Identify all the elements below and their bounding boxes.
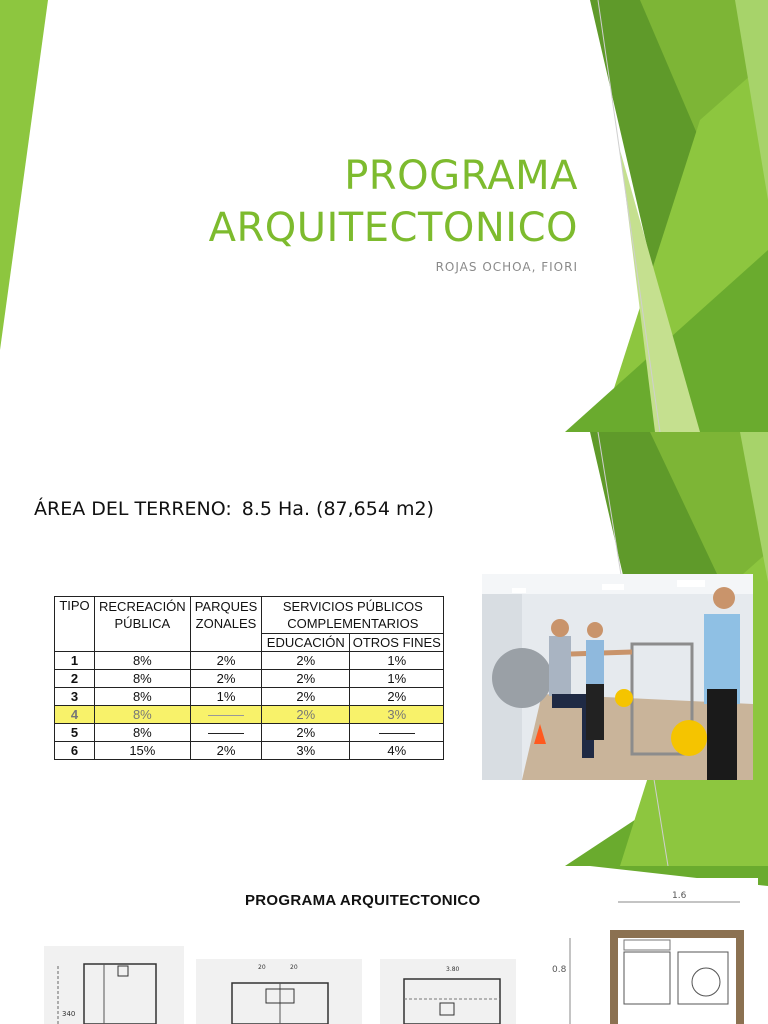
table-row <box>55 670 444 688</box>
cell-recreacion: 8% <box>95 706 191 724</box>
cell-otros: 4% <box>350 742 444 760</box>
cell-otros: 1% <box>350 670 444 688</box>
cell-recreacion: 8% <box>95 652 191 670</box>
plans-slide <box>0 866 768 1024</box>
area-label: ÁREA DEL TERRENO: <box>34 498 232 520</box>
cell-recreacion: 8% <box>95 670 191 688</box>
slide-title <box>209 150 578 254</box>
cell-recreacion: 8% <box>95 724 191 742</box>
header-educacion: EDUCACIÓN <box>262 634 350 652</box>
header-otros: OTROS FINES <box>350 634 444 652</box>
table-row <box>55 742 444 760</box>
plan2-dimension-a: 20 <box>258 964 266 971</box>
cell-tipo: 1 <box>55 652 95 670</box>
dash-line <box>379 733 415 734</box>
cell-parques <box>190 706 262 724</box>
title-line-2: ARQUITECTONICO <box>208 205 578 251</box>
title-slide <box>0 0 768 432</box>
bathroom-dimension-top: 1.6 <box>672 891 687 901</box>
cell-tipo: 2 <box>55 670 95 688</box>
cell-educacion: 2% <box>262 724 350 742</box>
dash-line <box>208 733 244 734</box>
cell-otros <box>350 724 444 742</box>
table-row <box>55 706 444 724</box>
table-row <box>55 688 444 706</box>
dash-line <box>208 715 244 716</box>
plans-title: PROGRAMA ARQUITECTONICO <box>245 892 481 909</box>
floor-plan-2 <box>196 959 362 1024</box>
cell-educacion: 3% <box>262 742 350 760</box>
plan2-dimension-b: 20 <box>290 964 298 971</box>
cell-tipo: 3 <box>55 688 95 706</box>
terrain-area <box>34 498 434 520</box>
cell-educacion: 2% <box>262 670 350 688</box>
header-tipo: TIPO <box>55 597 95 652</box>
table-body <box>55 652 444 760</box>
cell-educacion: 2% <box>262 706 350 724</box>
cell-tipo: 5 <box>55 724 95 742</box>
cell-tipo: 4 <box>55 706 95 724</box>
header-recreacion: RECREACIÓN PÚBLICA <box>95 597 191 652</box>
cell-educacion: 2% <box>262 652 350 670</box>
floor-plan-1 <box>44 946 184 1024</box>
header-parques: PARQUES ZONALES <box>190 597 262 652</box>
plan3-dimension: 3.80 <box>446 966 460 973</box>
cell-otros: 1% <box>350 652 444 670</box>
bathroom-dimension-side: 0.8 <box>552 965 567 975</box>
plan1-dimension: 340 <box>62 1010 76 1018</box>
area-value: 8.5 Ha. (87,654 m2) <box>241 498 434 520</box>
header-servicios: SERVICIOS PÚBLICOS COMPLEMENTARIOS <box>262 597 444 634</box>
bathroom-plan <box>548 878 758 1024</box>
cell-recreacion: 8% <box>95 688 191 706</box>
floor-plan-3 <box>380 959 516 1024</box>
cell-parques <box>190 724 262 742</box>
table-row <box>55 724 444 742</box>
cell-parques: 1% <box>190 688 262 706</box>
cell-tipo: 6 <box>55 742 95 760</box>
cell-parques: 2% <box>190 742 262 760</box>
cell-otros: 3% <box>350 706 444 724</box>
slide-subtitle: ROJAS OCHOA, FIORI <box>435 260 578 274</box>
cell-educacion: 2% <box>262 688 350 706</box>
cell-recreacion: 15% <box>95 742 191 760</box>
table-row <box>55 652 444 670</box>
title-line-1: PROGRAMA <box>344 153 578 199</box>
cell-otros: 2% <box>350 688 444 706</box>
cell-parques: 2% <box>190 670 262 688</box>
therapy-photo <box>482 574 753 780</box>
area-slide <box>0 432 768 866</box>
zoning-table <box>54 596 444 760</box>
cell-parques: 2% <box>190 652 262 670</box>
